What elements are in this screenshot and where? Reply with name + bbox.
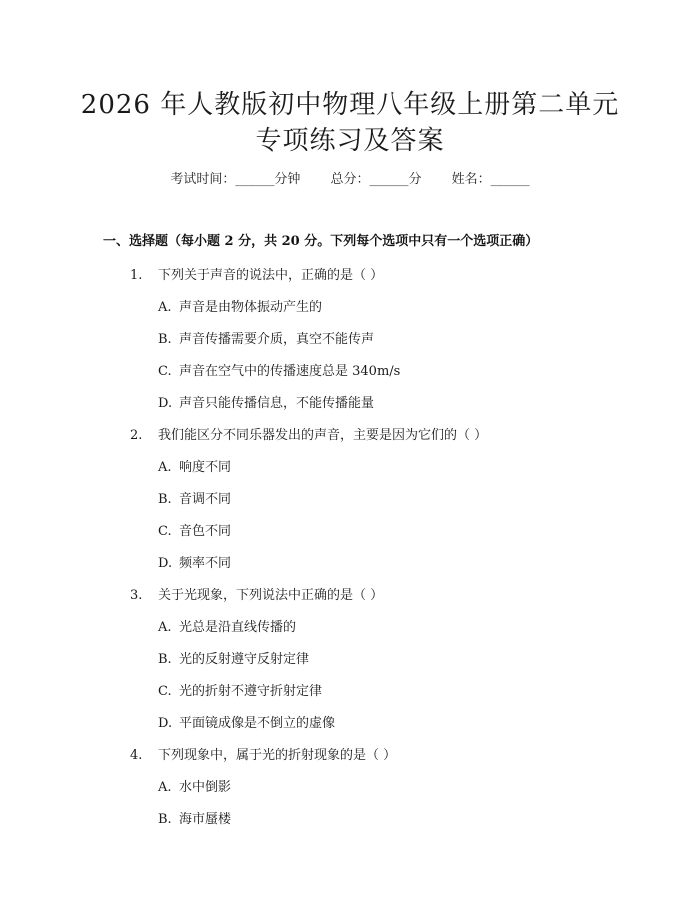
question-2-option-b — [158, 488, 231, 507]
option-text: 声音传播需要介质，真空不能传声 — [179, 332, 375, 347]
option-text: 光的折射不遵守折射定律 — [179, 684, 323, 699]
question-3-option-c — [158, 680, 322, 699]
option-text: 海市蜃楼 — [179, 812, 232, 827]
option-text: 音调不同 — [179, 492, 232, 507]
option-letter: B. — [158, 492, 172, 507]
question-2-option-c — [158, 520, 231, 539]
question-2-option-d — [158, 552, 231, 571]
question-number: 3. — [130, 588, 143, 603]
question-3-option-d — [158, 712, 335, 731]
question-1-option-a — [158, 296, 322, 315]
question-4-option-a — [158, 776, 231, 795]
question-1-option-d — [158, 392, 374, 411]
option-letter: B. — [158, 812, 172, 827]
option-letter: D. — [158, 556, 173, 571]
section-heading: 一、选择题（每小题 2 分，共 20 分。下列每个选项中只有一个选项正确） — [103, 234, 539, 249]
question-2 — [130, 424, 487, 443]
question-1-option-b — [158, 328, 374, 347]
option-letter: C. — [158, 524, 172, 539]
option-letter: A. — [158, 620, 172, 635]
question-1-option-c — [158, 360, 400, 379]
option-text: 水中倒影 — [179, 780, 232, 795]
option-text: 频率不同 — [179, 556, 232, 571]
option-letter: A. — [158, 780, 172, 795]
option-letter: B. — [158, 332, 172, 347]
option-text: 声音是由物体振动产生的 — [179, 300, 323, 315]
option-letter: A. — [158, 460, 172, 475]
option-letter: C. — [158, 364, 172, 379]
total-score-field: 总分：______分 — [330, 172, 422, 187]
option-letter: B. — [158, 652, 172, 667]
option-letter: A. — [158, 300, 172, 315]
option-letter: D. — [158, 716, 173, 731]
option-letter: C. — [158, 684, 172, 699]
exam-info-line — [0, 168, 700, 187]
question-3-option-b — [158, 648, 309, 667]
student-name-field: 姓名：______ — [451, 172, 530, 187]
question-text: 下列关于声音的说法中，正确的是（ ） — [158, 268, 384, 283]
exam-time-field: 考试时间：______分钟 — [170, 172, 301, 187]
option-text: 声音在空气中的传播速度总是 340m/s — [179, 364, 401, 379]
document-title-line-2: 专项练习及答案 — [255, 126, 445, 156]
option-text: 响度不同 — [179, 460, 232, 475]
question-1 — [130, 264, 383, 283]
option-text: 音色不同 — [179, 524, 232, 539]
question-3-option-a — [158, 616, 296, 635]
question-number: 2. — [130, 428, 143, 443]
document-title-line-1: 2026 年人教版初中物理八年级上册第二单元 — [80, 90, 620, 120]
option-text: 平面镜成像是不倒立的虚像 — [179, 716, 336, 731]
question-4-option-b — [158, 808, 231, 827]
option-letter: D. — [158, 396, 173, 411]
option-text: 声音只能传播信息，不能传播能量 — [179, 396, 375, 411]
question-text: 我们能区分不同乐器发出的声音，主要是因为它们的（ ） — [158, 428, 488, 443]
question-number: 1. — [130, 268, 143, 283]
question-text: 关于光现象，下列说法中正确的是（ ） — [158, 588, 384, 603]
option-text: 光的反射遵守反射定律 — [179, 652, 310, 667]
question-4 — [130, 744, 396, 763]
question-2-option-a — [158, 456, 231, 475]
question-3 — [130, 584, 383, 603]
question-number: 4. — [130, 748, 143, 763]
option-text: 光总是沿直线传播的 — [179, 620, 297, 635]
question-text: 下列现象中，属于光的折射现象的是（ ） — [158, 748, 397, 763]
